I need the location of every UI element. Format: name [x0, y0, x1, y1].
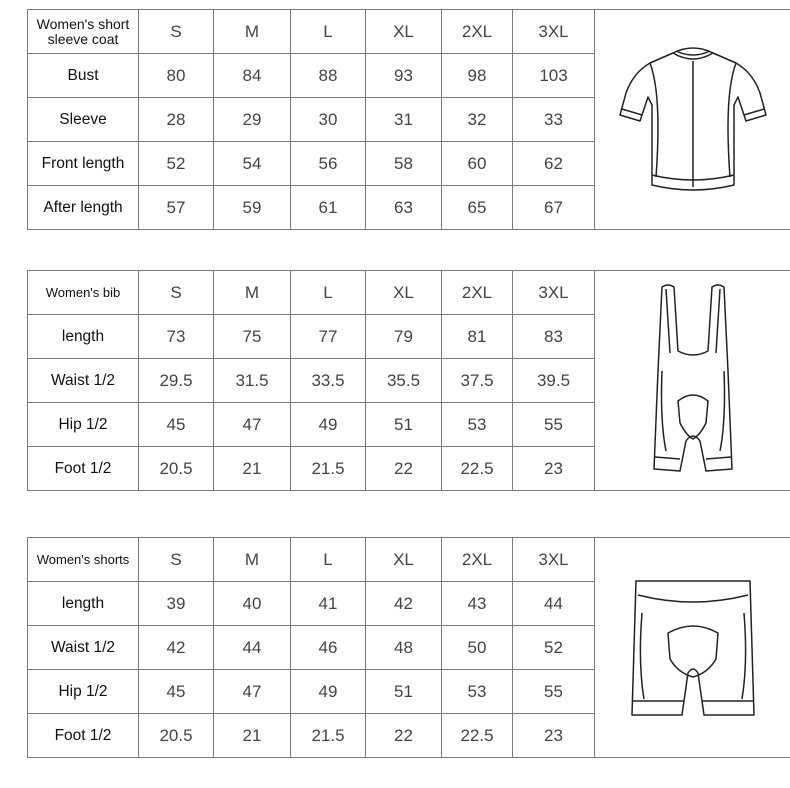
cell: 59	[214, 186, 291, 230]
table-title: Women's short sleeve coat	[28, 10, 139, 54]
row-label: length	[28, 315, 139, 359]
header-row	[28, 10, 790, 54]
cell: 75	[214, 315, 291, 359]
cell: 22	[366, 447, 442, 491]
cell: 20.5	[139, 714, 214, 758]
cell: 77	[291, 315, 366, 359]
size-header: L	[291, 271, 366, 315]
size-header: S	[139, 10, 214, 54]
cell: 29	[214, 98, 291, 142]
size-header: M	[214, 10, 291, 54]
cell: 37.5	[442, 359, 513, 403]
cell: 29.5	[139, 359, 214, 403]
cell: 98	[442, 54, 513, 98]
cell: 22	[366, 714, 442, 758]
cell: 39.5	[513, 359, 595, 403]
size-header: S	[139, 271, 214, 315]
cell: 45	[139, 403, 214, 447]
cell: 53	[442, 403, 513, 447]
cell: 21	[214, 447, 291, 491]
cell: 67	[513, 186, 595, 230]
cell: 58	[366, 142, 442, 186]
cell: 22.5	[442, 447, 513, 491]
cell: 62	[513, 142, 595, 186]
cell: 63	[366, 186, 442, 230]
cell: 20.5	[139, 447, 214, 491]
cell: 45	[139, 670, 214, 714]
cell: 43	[442, 582, 513, 626]
cell: 53	[442, 670, 513, 714]
cell: 21.5	[291, 714, 366, 758]
cell: 57	[139, 186, 214, 230]
cell: 81	[442, 315, 513, 359]
table-title: Women's shorts	[28, 538, 139, 582]
size-header: 3XL	[513, 10, 595, 54]
cell: 40	[214, 582, 291, 626]
cell: 52	[513, 626, 595, 670]
size-header: L	[291, 538, 366, 582]
cell: 49	[291, 670, 366, 714]
cell: 51	[366, 670, 442, 714]
cell: 50	[442, 626, 513, 670]
row-label: After length	[28, 186, 139, 230]
row-label: length	[28, 582, 139, 626]
illustration-cell	[595, 538, 790, 758]
table-title: Women's bib	[28, 271, 139, 315]
row-label: Hip 1/2	[28, 670, 139, 714]
cell: 54	[214, 142, 291, 186]
cell: 35.5	[366, 359, 442, 403]
short-sleeve-jersey-icon	[618, 35, 768, 205]
cell: 23	[513, 447, 595, 491]
header-row	[28, 538, 790, 582]
cell: 65	[442, 186, 513, 230]
size-header: S	[139, 538, 214, 582]
bib-shorts-icon	[648, 281, 738, 481]
cell: 61	[291, 186, 366, 230]
cell: 30	[291, 98, 366, 142]
size-header: 3XL	[513, 271, 595, 315]
cell: 88	[291, 54, 366, 98]
cell: 56	[291, 142, 366, 186]
cell: 60	[442, 142, 513, 186]
size-header: XL	[366, 538, 442, 582]
cell: 22.5	[442, 714, 513, 758]
cell: 55	[513, 403, 595, 447]
cell: 84	[214, 54, 291, 98]
row-label: Hip 1/2	[28, 403, 139, 447]
size-header: 2XL	[442, 538, 513, 582]
cell: 46	[291, 626, 366, 670]
header-row	[28, 271, 790, 315]
cell: 52	[139, 142, 214, 186]
row-label: Waist 1/2	[28, 626, 139, 670]
cell: 33.5	[291, 359, 366, 403]
cell: 21	[214, 714, 291, 758]
cell: 55	[513, 670, 595, 714]
cell: 47	[214, 670, 291, 714]
cell: 42	[366, 582, 442, 626]
size-header: L	[291, 10, 366, 54]
cell: 49	[291, 403, 366, 447]
cell: 44	[513, 582, 595, 626]
cell: 83	[513, 315, 595, 359]
cell: 51	[366, 403, 442, 447]
cell: 41	[291, 582, 366, 626]
cell: 80	[139, 54, 214, 98]
size-header: M	[214, 271, 291, 315]
cell: 21.5	[291, 447, 366, 491]
row-label: Sleeve	[28, 98, 139, 142]
cell: 23	[513, 714, 595, 758]
row-label: Foot 1/2	[28, 447, 139, 491]
row-label: Bust	[28, 54, 139, 98]
size-header: XL	[366, 271, 442, 315]
size-chart-bib	[27, 270, 790, 491]
cell: 44	[214, 626, 291, 670]
size-header: XL	[366, 10, 442, 54]
size-chart-short-sleeve-coat	[27, 9, 790, 230]
illustration-cell	[595, 271, 790, 491]
size-header: 2XL	[442, 10, 513, 54]
cell: 73	[139, 315, 214, 359]
row-label: Foot 1/2	[28, 714, 139, 758]
shorts-icon	[628, 573, 758, 723]
size-header: 3XL	[513, 538, 595, 582]
cell: 28	[139, 98, 214, 142]
row-label: Front length	[28, 142, 139, 186]
cell: 31.5	[214, 359, 291, 403]
row-label: Waist 1/2	[28, 359, 139, 403]
size-header: M	[214, 538, 291, 582]
cell: 47	[214, 403, 291, 447]
illustration-cell	[595, 10, 790, 230]
cell: 93	[366, 54, 442, 98]
cell: 42	[139, 626, 214, 670]
cell: 39	[139, 582, 214, 626]
cell: 31	[366, 98, 442, 142]
size-header: 2XL	[442, 271, 513, 315]
cell: 33	[513, 98, 595, 142]
cell: 103	[513, 54, 595, 98]
cell: 48	[366, 626, 442, 670]
size-chart-shorts	[27, 537, 790, 758]
cell: 32	[442, 98, 513, 142]
cell: 79	[366, 315, 442, 359]
